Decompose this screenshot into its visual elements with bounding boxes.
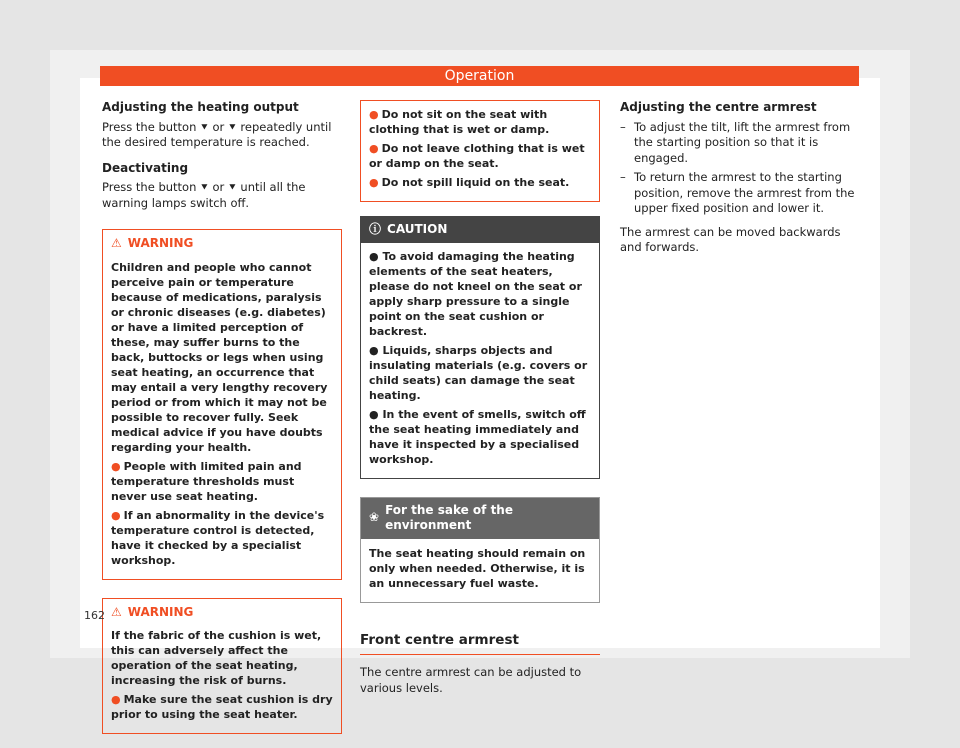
- text-segment: repeatedly until the desired temperature is reached.: [102, 119, 332, 149]
- seat-heat-icon: ⯆: [200, 181, 209, 194]
- flower-icon: ❀: [369, 510, 380, 525]
- caution-box: [360, 216, 600, 479]
- text-segment: or: [212, 119, 225, 134]
- bullet-icon: ●: [111, 693, 121, 706]
- paragraph-armrest-move: The armrest can be moved backwards and forwards.: [620, 224, 841, 254]
- dash-marker: –: [620, 170, 626, 184]
- list-item: [620, 120, 855, 167]
- exclamation-circle-icon: ⓘ: [369, 222, 382, 236]
- bullet-text: People with limited pain and temperature thresholds must never use seat heating.: [111, 459, 302, 503]
- warning-header: [103, 230, 341, 256]
- environment-box: [360, 497, 600, 603]
- warning-intro: Children and people who cannot perceive pain or temperature because of medications, paralysis or chronic diseases (e.g. diabetes) or have a limited perception of these, may suffer burns to the back, buttocks or legs when using seat heating, an occurrence that may entail a very lengthy recovery period or from which it may not be possible to recover fully. Seek medical advice if you have doubts regarding your health.: [111, 260, 328, 454]
- warning-title: WARNING: [127, 236, 194, 250]
- warning-bullet: [111, 459, 333, 504]
- warning-bullet: [369, 175, 591, 190]
- text-segment: Press the button: [102, 119, 197, 134]
- bullet-icon: ●: [369, 343, 383, 357]
- warning-body: [361, 101, 599, 201]
- warning-header: [103, 599, 341, 625]
- warning-title: WARNING: [127, 604, 194, 619]
- environment-title: For the sake of the environment: [385, 502, 513, 532]
- column-2: [360, 100, 600, 706]
- bullet-icon: ●: [369, 108, 379, 121]
- heading-centre-armrest: Adjusting the centre armrest: [620, 100, 817, 114]
- bullet-text: Do not leave clothing that is wet or damp on the seat.: [369, 142, 585, 170]
- bullet-icon: ●: [111, 508, 121, 522]
- bullet-text: Do not spill liquid on the seat.: [381, 176, 570, 189]
- warning-bullet: [369, 107, 591, 137]
- warning-bullet: [111, 692, 333, 722]
- section-header: Operation: [100, 66, 859, 86]
- caution-title: CAUTION: [387, 222, 448, 236]
- bullet-text: To avoid damaging the heating elements of the seat heaters, please do not kneel on the seat or apply sharp pressure to a single point on the seat cushion or backrest.: [369, 249, 582, 338]
- warning-triangle-icon: ⚠: [111, 604, 122, 619]
- text-segment: or: [212, 180, 225, 194]
- caution-bullet: [369, 407, 591, 467]
- bullet-text: Liquids, sharps objects and insulating materials (e.g. covers or child seats) can damage the seat heating.: [369, 343, 588, 402]
- warning-bullet: [111, 508, 333, 568]
- bullet-text: Make sure the seat cushion is dry prior to using the seat heater.: [111, 693, 333, 721]
- paragraph-heating-output: [102, 120, 342, 151]
- bullet-icon: ●: [111, 459, 121, 473]
- text-segment: until all the warning lamps switch off.: [102, 180, 306, 210]
- backrest-heat-icon: ⯆: [227, 120, 237, 134]
- warning-bullet: [369, 141, 591, 171]
- bullet-icon: ●: [369, 407, 383, 421]
- warning-continuation-box: [360, 100, 600, 202]
- warning-body: [103, 624, 341, 733]
- bullet-text: In the event of smells, switch off the seat heating immediately and have it inspected by a specialised workshop.: [369, 407, 586, 466]
- backrest-heat-icon: ⯆: [227, 181, 237, 194]
- environment-body: [361, 539, 599, 602]
- caution-bullet: [369, 343, 591, 403]
- seat-heat-icon: ⯆: [200, 120, 209, 134]
- paragraph-deactivating: [102, 180, 342, 211]
- environment-header: [361, 498, 599, 539]
- dash-marker: –: [620, 119, 626, 134]
- caution-body: [361, 243, 599, 478]
- text-segment: Press the button: [102, 180, 197, 194]
- column-3: [620, 100, 855, 266]
- bullet-text: Do not sit on the seat with clothing that is wet or damp.: [369, 108, 550, 136]
- list-item-text: To adjust the tilt, lift the armrest from the starting position so that it is engaged.: [634, 119, 851, 165]
- warning-box-children: [102, 229, 342, 580]
- bullet-text: If an abnormality in the device's temperature control is detected, have it checked by a specialist workshop.: [111, 508, 325, 567]
- heading-heating-output: Adjusting the heating output: [102, 100, 299, 114]
- environment-text: The seat heating should remain on only when needed. Otherwise, it is an unnecessary fuel waste.: [369, 546, 586, 590]
- warning-intro: If the fabric of the cushion is wet, this can adversely affect the operation of the seat heating, increasing the risk of burns.: [111, 629, 322, 687]
- list-item-text: To return the armrest to the starting position, remove the armrest from the upper fixed position and lower it.: [634, 170, 855, 215]
- bullet-icon: ●: [369, 249, 383, 263]
- warning-body: [103, 256, 341, 579]
- heading-deactivating: Deactivating: [102, 160, 189, 175]
- caution-header: [361, 217, 599, 243]
- column-1: [102, 100, 342, 748]
- section-text-armrest: The centre armrest can be adjusted to various levels.: [360, 665, 582, 695]
- bullet-icon: ●: [369, 142, 379, 155]
- warning-triangle-icon: ⚠: [111, 236, 122, 250]
- section-title-armrest: Front centre armrest: [360, 633, 600, 656]
- page-number: 162: [84, 609, 105, 622]
- caution-bullet: [369, 249, 591, 339]
- bullet-icon: ●: [369, 176, 379, 189]
- warning-box-wet: [102, 598, 342, 735]
- list-item: [620, 170, 855, 217]
